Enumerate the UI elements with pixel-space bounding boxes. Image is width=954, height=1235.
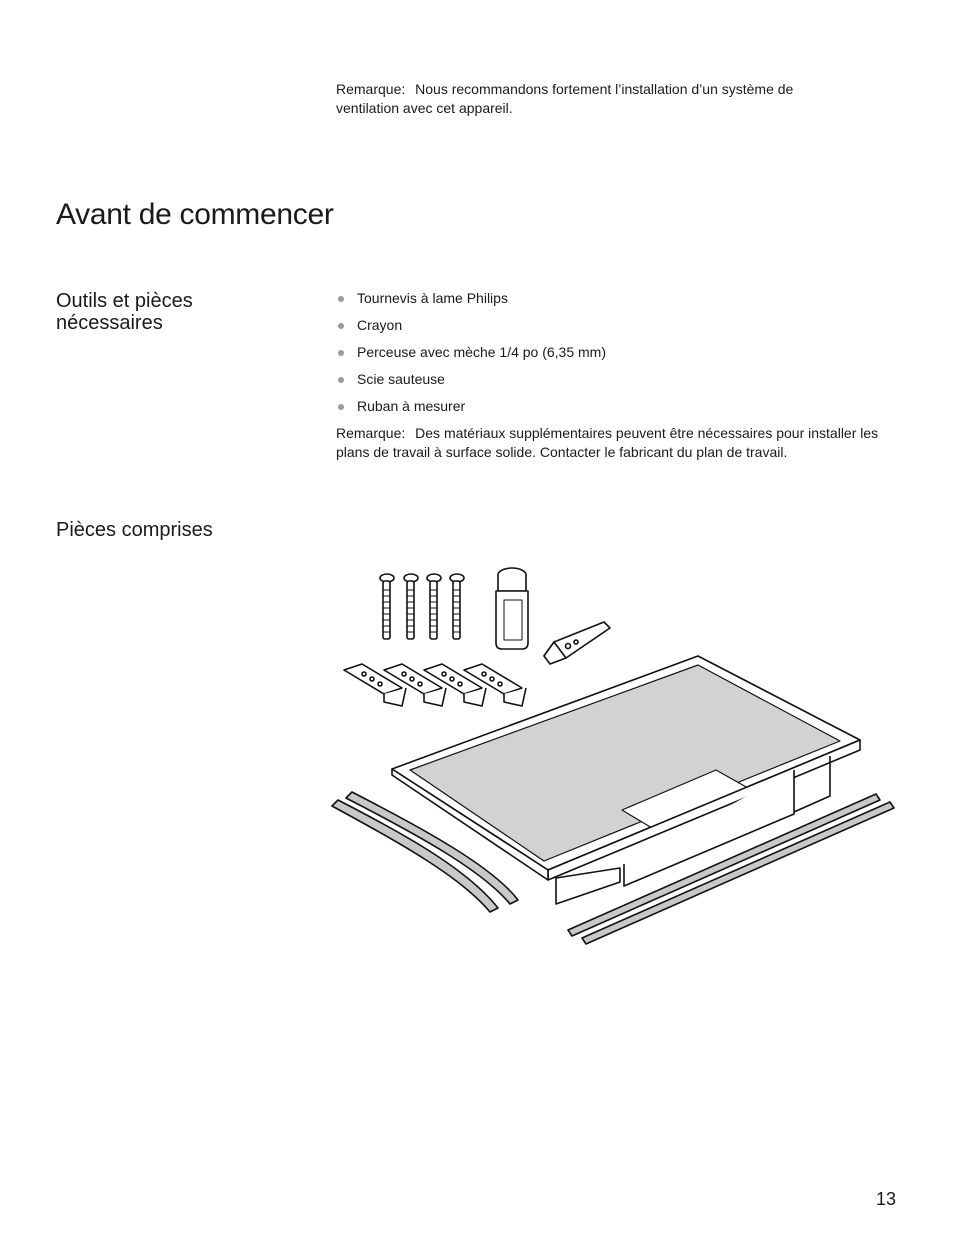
list-item: Perceuse avec mèche 1/4 po (6,35 mm) bbox=[336, 343, 606, 370]
list-item: Tournevis à lame Philips bbox=[336, 289, 606, 316]
bullet-icon bbox=[338, 404, 344, 410]
top-note bbox=[336, 80, 856, 118]
screw-icon bbox=[380, 574, 394, 639]
tools-heading: Outils et pièces nécessaires bbox=[56, 290, 193, 334]
bullet-icon bbox=[338, 323, 344, 329]
list-item: Crayon bbox=[336, 316, 606, 343]
scraper-icon bbox=[544, 622, 610, 664]
screw-icon bbox=[450, 574, 464, 639]
parts-heading: Pièces comprises bbox=[56, 519, 213, 541]
bullet-icon bbox=[338, 377, 344, 383]
screw-icon bbox=[427, 574, 441, 639]
list-item: Scie sauteuse bbox=[336, 370, 606, 397]
page-title: Avant de commencer bbox=[56, 198, 334, 231]
bullet-icon bbox=[338, 296, 344, 302]
note-label: Remarque: bbox=[336, 81, 406, 97]
bottle-icon bbox=[496, 568, 528, 649]
tools-list bbox=[336, 289, 606, 424]
included-parts-illustration bbox=[330, 560, 900, 950]
tools-note bbox=[336, 424, 896, 462]
screw-icon bbox=[404, 574, 418, 639]
list-item: Ruban à mesurer bbox=[336, 397, 606, 424]
note-text: Nous recommandons fortement l’installation d’un système de ventilation avec cet appareil. bbox=[336, 81, 794, 116]
note-text: Des matériaux supplémentaires peuvent être nécessaires pour installer les plans de travail à surface solide. Contacter le fabricant du plan de travail. bbox=[336, 425, 879, 460]
bullet-icon bbox=[338, 350, 344, 356]
page-number: 13 bbox=[876, 1189, 897, 1209]
note-label: Remarque: bbox=[336, 425, 406, 441]
